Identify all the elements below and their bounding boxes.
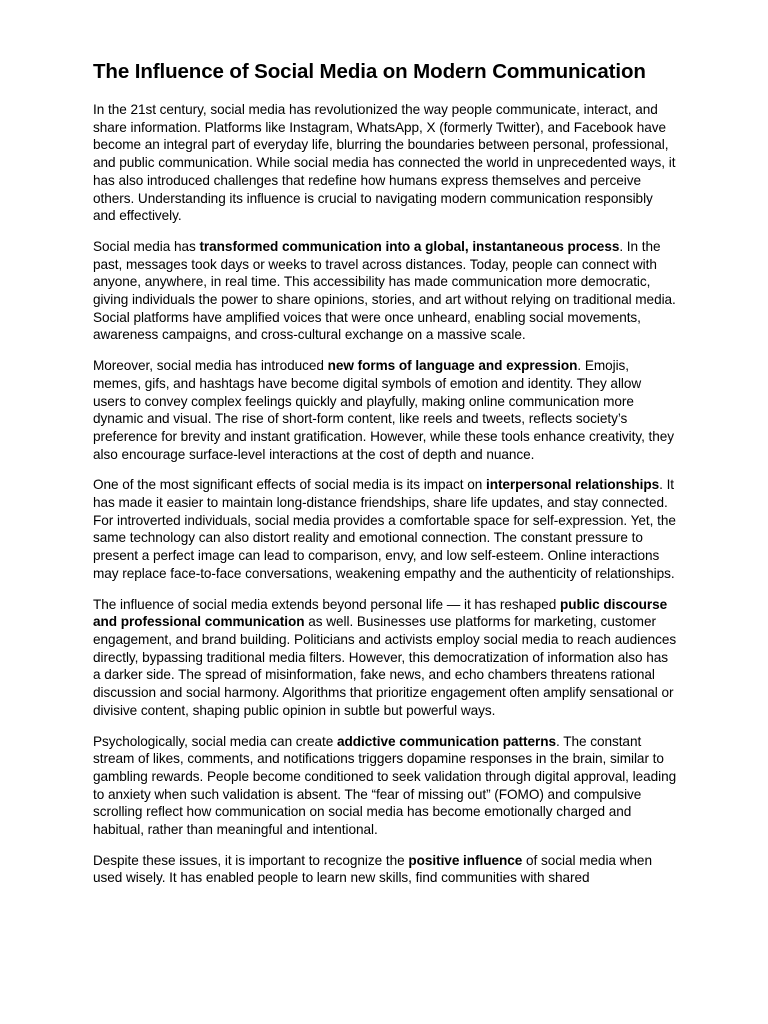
paragraph-global-communication [93, 238, 677, 344]
paragraph-text: One of the most significant effects of social media is its impact on [93, 477, 486, 493]
paragraph-text: as well. Businesses use platforms for marketing, customer engagement, and brand building. Politicians and activists employ social media to reach audiences directly, bypassing traditional media filters. However, this democratization of information also has a darker side. The spread of misinformation, fake news, and echo chambers threatens rational discussion and social harmony. Algorithms that prioritize engagement often amplify sensational or divisive content, shaping public opinion in subtle but powerful ways. [93, 614, 677, 718]
paragraph-emphasis: new forms of language and expression [327, 358, 578, 374]
paragraph-psychological [93, 733, 677, 839]
paragraph-language-expression [93, 357, 677, 463]
paragraph-text: In the 21st century, social media has revolutionized the way people communicate, interact, and share information. Platforms like Instagram, WhatsApp, X (formerly Twitter), and Facebook have become an integral part of everyday life, blurring the boundaries between personal, professional, and public communication. While social media has connected the world in unprecedented ways, it has also introduced challenges that redefine how humans express themselves and perceive others. Understanding its influence is crucial to navigating modern communication responsibly and effectively. [93, 102, 676, 224]
paragraph-emphasis: addictive communication patterns [337, 733, 556, 749]
document-page [93, 58, 677, 900]
paragraph-text: . It has made it easier to maintain long-distance friendships, share life updates, and stay connected. For introverted individuals, social media provides a comfortable space for self-expression. Yet, the same technology can also distort reality and emotional connection. The constant pressure to present a perfect image can lead to comparison, envy, and low self-esteem. Online interactions may replace face-to-face conversations, weakening empathy and the authenticity of relationships. [93, 477, 676, 581]
paragraph-interpersonal [93, 476, 677, 582]
paragraph-text: Moreover, social media has introduced [93, 358, 328, 374]
paragraph-emphasis: transformed communication into a global, instantaneous process [199, 238, 620, 254]
paragraph-text: Psychologically, social media can create [93, 733, 338, 749]
paragraph-text: . In the past, messages took days or weeks to travel across distances. Today, people can connect with anyone, anywhere, in real time. This accessibility has made communication more democratic, giving individuals the power to share opinions, stories, and art without relying on traditional media. Social platforms have amplified voices that were once unheard, enabling social movements, awareness campaigns, and cross-cultural exchange on a massive scale. [93, 238, 676, 343]
paragraph-text: . Emojis, memes, gifs, and hashtags have become digital symbols of emotion and identity. They allow users to convey complex feelings quickly and playfully, making online communication more dynamic and visual. The rise of short-form content, like reels and tweets, reflects society’s preference for brevity and instant gratification. However, while these tools enhance creativity, they also encourage surface-level interactions at the cost of depth and nuance. [93, 358, 675, 462]
paragraph-emphasis: public discourse and professional communication [93, 596, 668, 630]
paragraph-positive-influence [93, 852, 677, 887]
paragraph-intro [93, 101, 677, 225]
paragraph-emphasis: interpersonal relationships [485, 477, 660, 493]
paragraph-text: . The constant stream of likes, comments, and notifications triggers dopamine responses in the brain, similar to gambling rewards. People become conditioned to seek validation through digital approval, leading to anxiety when such validation is absent. The “fear of missing out” (FOMO) and compulsive scrolling reflect how communication on social media has become emotionally charged and habitual, rather than meaningful and intentional. [93, 733, 677, 838]
paragraph-emphasis: positive influence [408, 852, 523, 868]
paragraph-text: The influence of social media extends beyond personal life — it has reshaped [93, 596, 560, 612]
document-title: The Influence of Social Media on Modern Communication [93, 60, 646, 83]
paragraph-public-discourse [93, 596, 677, 720]
paragraph-text: Despite these issues, it is important to recognize the [93, 852, 409, 868]
paragraph-text: Social media has [93, 238, 200, 254]
paragraph-text: of social media when used wisely. It has enabled people to learn new skills, find communities with shared [93, 852, 652, 886]
